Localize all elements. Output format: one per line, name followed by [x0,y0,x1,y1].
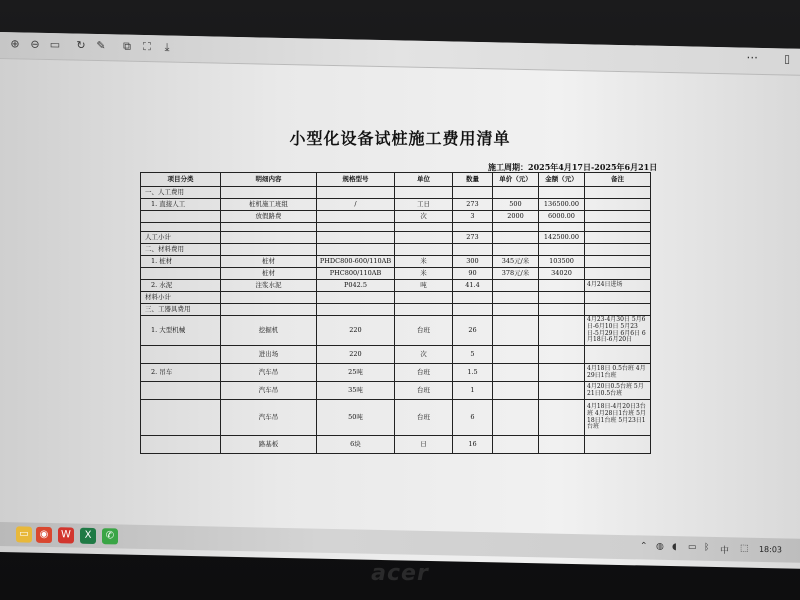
table-cell: PHDC800-600/110AB [317,256,395,268]
table-cell [221,223,317,232]
table-cell [395,304,453,316]
table-cell [493,223,539,232]
table-cell: 米 [395,256,453,268]
table-cell [493,232,539,244]
chrome-icon[interactable]: ◉ [36,527,52,543]
table-cell [453,304,493,316]
copy-icon[interactable]: ⧉ [123,39,131,53]
table-cell [221,244,317,256]
table-cell: 26 [453,316,493,346]
header-unit-price: 单价（元） [493,173,539,187]
table-row [141,436,651,454]
table-cell [585,232,651,244]
table-cell [539,382,585,400]
table-cell [585,346,651,364]
table-cell [453,223,493,232]
table-cell [585,304,651,316]
table-cell: 吨 [395,280,453,292]
table-cell [539,292,585,304]
table-cell [141,268,221,280]
acer-logo: acer [371,561,429,586]
bluetooth-icon[interactable]: ᛒ [704,542,710,553]
table-cell: 41.4 [453,280,493,292]
table-cell: 路基板 [221,436,317,454]
table-cell: 4月18日-4月20日3台班 4月28日1台班 5月18日1台班 5月23日1台班 [585,400,651,436]
notification-icon[interactable]: ⬚ [740,543,749,554]
table-row [141,268,651,280]
network-icon[interactable]: ◍ [656,541,664,552]
table-cell [539,436,585,454]
table-cell [585,256,651,268]
sidebar-toggle-button[interactable]: ▯ [783,52,790,66]
clock[interactable]: 18:03 [758,544,782,555]
table-cell: 汽车吊 [221,364,317,382]
table-row [141,316,651,346]
table-cell: 35吨 [317,382,395,400]
table-cell [317,304,395,316]
table-row [141,256,651,268]
table-cell [493,187,539,199]
table-row [141,223,651,232]
table-cell [317,187,395,199]
table-cell: 142500.00 [539,232,585,244]
table-row [141,364,651,382]
header-unit: 单位 [395,173,453,187]
table-cell: 6 [453,400,493,436]
table-cell: 50吨 [317,400,395,436]
table-cell [493,304,539,316]
table-cell [493,280,539,292]
table-cell: 桩材 [221,268,317,280]
table-cell: 4月18日 0.5台班 4月29日1台班 [585,364,651,382]
table-cell: 220 [317,316,395,346]
table-row [141,382,651,400]
table-row [141,199,651,211]
table-cell [493,292,539,304]
table-cell: 次 [395,211,453,223]
table-cell [493,244,539,256]
table-cell [539,187,585,199]
table-cell: 二、材料费用 [141,244,221,256]
edit-icon[interactable]: ✎ [96,39,106,53]
table-cell [539,364,585,382]
table-cell: 台班 [395,316,453,346]
table-cell [539,244,585,256]
table-cell [317,223,395,232]
table-cell [141,382,221,400]
document-title: 小型化设备试桩施工费用清单 [289,129,511,148]
table-cell: 220 [317,346,395,364]
wechat-icon[interactable]: ✆ [102,528,118,544]
table-cell: 34020 [539,268,585,280]
table-cell: 3 [453,211,493,223]
table-cell [141,436,221,454]
table-cell [493,400,539,436]
fit-page-icon[interactable]: ▭ [49,38,61,52]
table-cell: 注浆水泥 [221,280,317,292]
table-cell [317,211,395,223]
table-cell [539,346,585,364]
table-cell: 4月23-4月30日 5月6日-6月10日 5月23日-5月29日 6月6日 6月18日-6月20日 [585,316,651,346]
table-cell: 4月20日0.5台班 5月21日0.5台班 [585,382,651,400]
table-cell: 136500.00 [539,199,585,211]
table-cell [395,292,453,304]
table-cell [539,223,585,232]
table-cell: 90 [453,268,493,280]
show-hidden-icons-icon[interactable]: ⌃ [640,541,648,552]
table-cell [493,316,539,346]
table-cell: 放假路费 [221,211,317,223]
zoom-in-icon[interactable]: ⊕ [10,37,20,51]
table-cell [493,346,539,364]
battery-icon[interactable]: ▭ [688,542,697,553]
table-row [141,346,651,364]
table-cell [317,292,395,304]
table-cell: 6块 [317,436,395,454]
more-options-button[interactable]: ··· [746,50,758,65]
table-cell [141,223,221,232]
cost-table [140,172,651,454]
table-cell [585,223,651,232]
table-cell [585,268,651,280]
table-cell [141,400,221,436]
table-cell [221,187,317,199]
table-cell: 2. 水泥 [141,280,221,292]
table-cell: 三、工器具费用 [141,304,221,316]
table-cell [453,244,493,256]
table-cell: P042.5 [317,280,395,292]
table-row [141,280,651,292]
table-cell [539,400,585,436]
table-cell: 一、人工费用 [141,187,221,199]
header-detail: 明细内容 [221,173,317,187]
table-cell: 300 [453,256,493,268]
table-cell [221,232,317,244]
select-area-icon[interactable]: ⛶ [143,39,151,54]
rotate-icon[interactable]: ↻ [76,38,86,52]
table-cell: 6000.00 [539,211,585,223]
table-cell: 人工小计 [141,232,221,244]
table-cell: 273 [453,232,493,244]
table-cell: 4月24日进场 [585,280,651,292]
table-cell [395,244,453,256]
table-cell [493,364,539,382]
table-cell [585,436,651,454]
save-icon[interactable]: ⤓ [164,40,170,54]
table-body [141,187,651,454]
table-cell [221,292,317,304]
table-cell [539,280,585,292]
table-cell: 2. 吊车 [141,364,221,382]
table-cell: 工日 [395,199,453,211]
construction-period: 施工周期：2025年4月17日-2025年6月21日 [488,162,658,172]
table-cell: 500 [493,199,539,211]
table-cell [141,346,221,364]
table-cell: 345元/米 [493,256,539,268]
table-cell [141,211,221,223]
header-category: 项目分类 [141,173,221,187]
zoom-out-icon[interactable]: ⊖ [30,37,40,51]
table-cell: 1 [453,382,493,400]
table-row [141,187,651,199]
table-cell: 台班 [395,400,453,436]
table-cell: 材料小计 [141,292,221,304]
table-cell [317,244,395,256]
table-cell: 台班 [395,364,453,382]
table-row [141,244,651,256]
table-cell: 汽车吊 [221,382,317,400]
table-cell [585,187,651,199]
header-remarks: 备注 [585,173,651,187]
table-cell: 2000 [493,211,539,223]
table-cell: 台班 [395,382,453,400]
table-cell: 桩材 [221,256,317,268]
table-cell [317,232,395,244]
table-cell [453,187,493,199]
table-cell: 桩机施工班组 [221,199,317,211]
table-row [141,232,651,244]
table-cell [539,316,585,346]
table-cell [539,304,585,316]
table-cell: 1. 桩材 [141,256,221,268]
table-cell [493,382,539,400]
table-cell [395,232,453,244]
table-cell: 日 [395,436,453,454]
volume-icon[interactable]: ◖ [672,542,677,553]
table-cell [221,304,317,316]
header-quantity: 数量 [453,173,493,187]
table-cell: 273 [453,199,493,211]
table-cell: 16 [453,436,493,454]
table-cell: 汽车吊 [221,400,317,436]
table-cell [585,211,651,223]
table-cell: 25吨 [317,364,395,382]
header-amount: 金额（元） [539,173,585,187]
table-cell: 103500 [539,256,585,268]
table-cell: 米 [395,268,453,280]
table-header-row [141,173,651,187]
table-cell: / [317,199,395,211]
table-cell: 次 [395,346,453,364]
table-row [141,211,651,223]
table-cell [585,199,651,211]
excel-icon[interactable]: X [80,528,96,544]
table-row [141,400,651,436]
header-spec: 规格型号 [317,173,395,187]
table-row [141,304,651,316]
table-cell: PHC800/110AB [317,268,395,280]
table-cell: 挖掘机 [221,316,317,346]
table-cell [585,292,651,304]
file-explorer-icon[interactable]: ▭ [16,526,32,542]
table-cell: 378元/米 [493,268,539,280]
wps-icon[interactable]: W [58,527,74,543]
table-cell [493,436,539,454]
table-cell: 5 [453,346,493,364]
table-cell [395,223,453,232]
table-cell [585,244,651,256]
table-cell: 1.5 [453,364,493,382]
ime-icon[interactable]: 中 [720,546,730,557]
table-cell [395,187,453,199]
table-cell: 1. 直接人工 [141,199,221,211]
table-cell [453,292,493,304]
table-cell: 1. 大型机械 [141,316,221,346]
table-cell: 进出场 [221,346,317,364]
table-row [141,292,651,304]
